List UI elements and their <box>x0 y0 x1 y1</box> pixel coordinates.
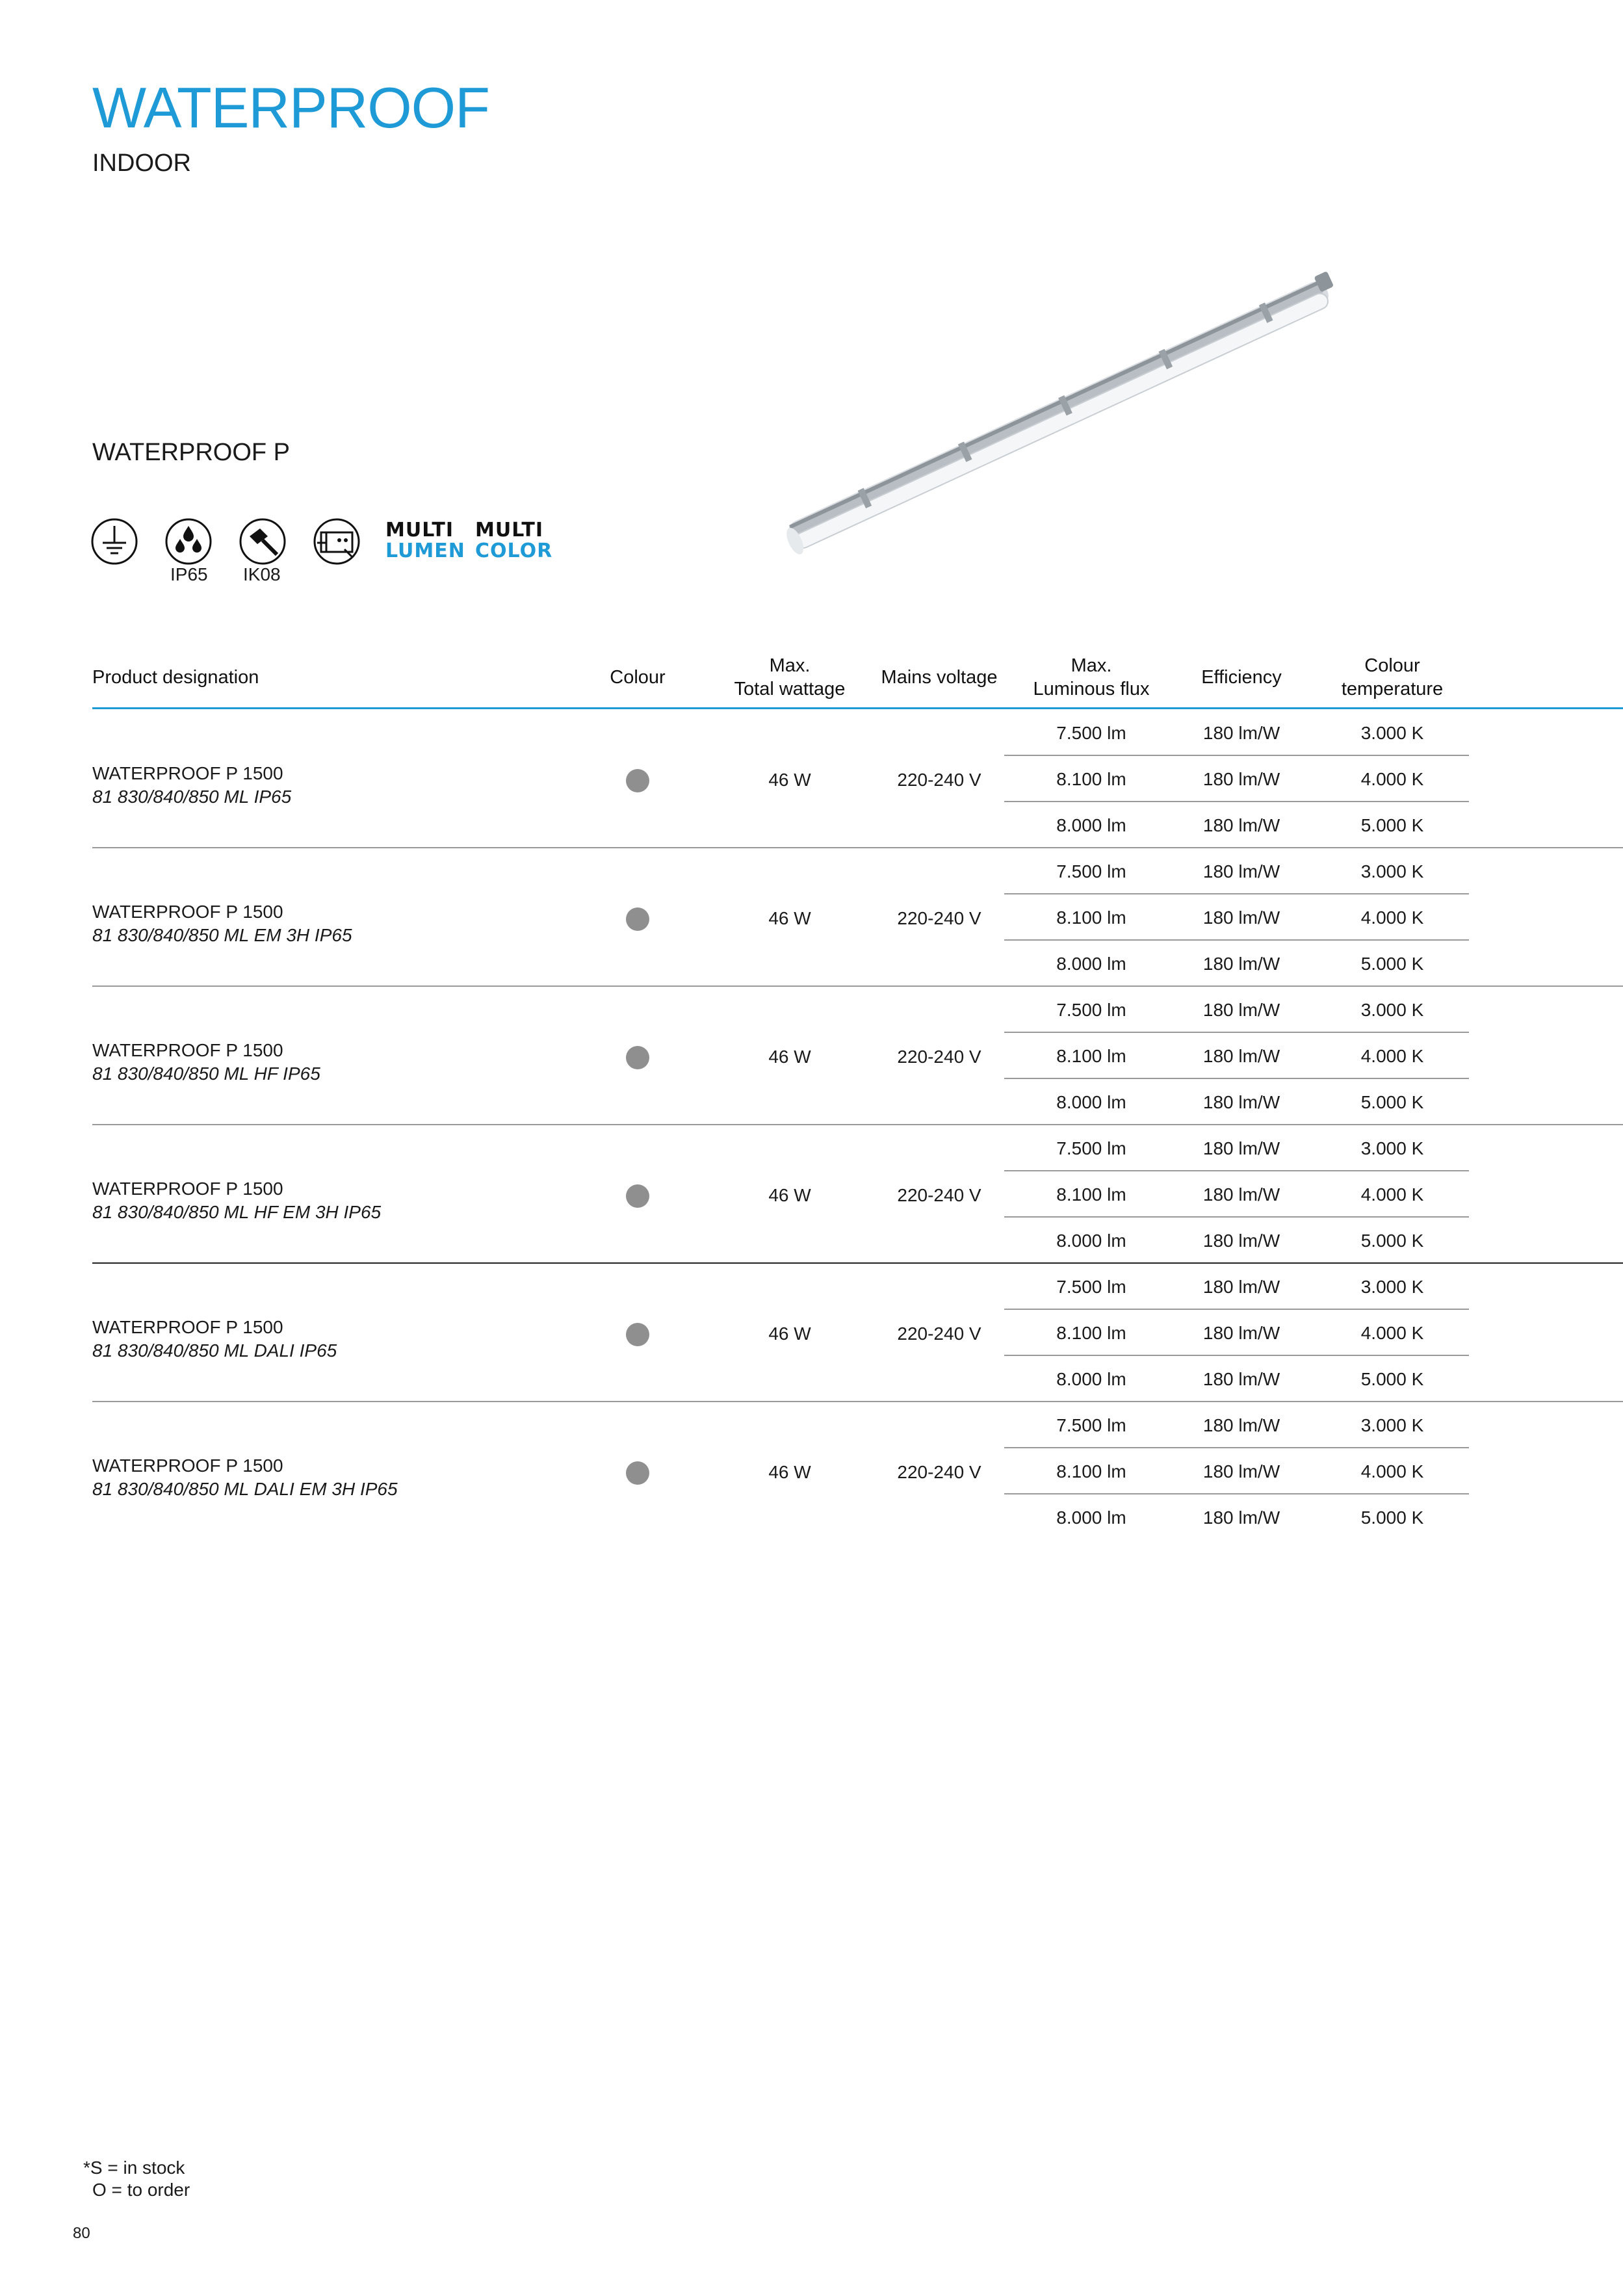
product-designation: WATERPROOF P 1500 81 830/840/850 ML EM 3H IP65 <box>92 902 352 945</box>
multi-color-badge: MULTI COLOR <box>475 519 553 562</box>
mains-voltage: 220-240 V <box>897 1462 981 1482</box>
ik-rating-label: IK08 <box>243 564 281 584</box>
mains-voltage: 220-240 V <box>897 1047 981 1067</box>
variant-row: 8.000 lm 180 lm/W 5.000 K <box>1056 1369 1424 1389</box>
header-flux: Max. Luminous flux <box>1033 655 1150 699</box>
page-number: 80 <box>73 2224 90 2242</box>
variant-row: 8.100 lm 180 lm/W 4.000 K <box>1004 894 1469 941</box>
table-row <box>0 987 1623 1125</box>
colour-swatch <box>626 1461 649 1485</box>
mains-voltage: 220-240 V <box>897 770 981 790</box>
page-subtitle: INDOOR <box>92 150 191 177</box>
table-row <box>0 848 1623 987</box>
page-title: WATERPROOF <box>92 75 489 140</box>
colour-swatch <box>626 769 649 792</box>
table-row <box>0 1125 1623 1264</box>
variant-row: 7.500 lm 180 lm/W 3.000 K <box>1004 1402 1469 1448</box>
earth-icon <box>90 517 139 566</box>
mains-voltage: 220-240 V <box>897 1185 981 1205</box>
max-wattage: 46 W <box>768 1047 811 1067</box>
variant-row: 8.100 lm 180 lm/W 4.000 K <box>1004 1171 1469 1218</box>
product-designation: WATERPROOF P 1500 81 830/840/850 ML DALI EM 3H IP65 <box>92 1455 398 1499</box>
product-designation: WATERPROOF P 1500 81 830/840/850 ML HF EM 3H IP65 <box>92 1179 382 1222</box>
variant-row: 8.000 lm 180 lm/W 5.000 K <box>1056 815 1424 835</box>
header-voltage: Mains voltage <box>881 667 998 688</box>
table-row <box>0 710 1623 848</box>
luminaire-image <box>754 260 1365 572</box>
product-designation: WATERPROOF P 1500 81 830/840/850 ML DALI IP65 <box>92 1317 337 1361</box>
product-name: WATERPROOF P <box>92 439 290 466</box>
max-wattage: 46 W <box>768 1324 811 1344</box>
max-wattage: 46 W <box>768 908 811 928</box>
multi-lumen-badge: MULTI LUMEN <box>385 519 465 562</box>
colour-swatch <box>626 1184 649 1208</box>
variant-row: 8.000 lm 180 lm/W 5.000 K <box>1056 1092 1424 1112</box>
header-colour: Colour <box>610 667 666 688</box>
ip-water-drops-icon <box>164 517 213 566</box>
variant-row: 8.000 lm 180 lm/W 5.000 K <box>1056 1507 1424 1528</box>
variant-row: 7.500 lm 180 lm/W 3.000 K <box>1004 987 1469 1033</box>
variant-row: 8.100 lm 180 lm/W 4.000 K <box>1004 1033 1469 1079</box>
variant-row: 7.500 lm 180 lm/W 3.000 K <box>1004 710 1469 756</box>
max-wattage: 46 W <box>768 770 811 790</box>
impact-hammer-icon <box>238 517 287 566</box>
table-row <box>0 1264 1623 1402</box>
product-designation: WATERPROOF P 1500 81 830/840/850 ML HF IP65 <box>92 1040 320 1084</box>
mains-voltage: 220-240 V <box>897 1324 981 1344</box>
product-designation: WATERPROOF P 1500 81 830/840/850 ML IP65 <box>92 763 292 807</box>
colour-swatch <box>626 907 649 931</box>
variant-row: 7.500 lm 180 lm/W 3.000 K <box>1004 1125 1469 1171</box>
variant-row: 8.100 lm 180 lm/W 4.000 K <box>1004 1310 1469 1356</box>
table-row <box>0 1402 1623 1541</box>
driver-box-icon <box>312 517 361 566</box>
mains-voltage: 220-240 V <box>897 908 981 928</box>
ip-rating-label: IP65 <box>170 564 208 584</box>
variant-row: 8.000 lm 180 lm/W 5.000 K <box>1056 1231 1424 1251</box>
header-divider <box>92 707 1623 709</box>
variant-row: 8.100 lm 180 lm/W 4.000 K <box>1004 756 1469 802</box>
header-wattage: Max. Total wattage <box>734 655 846 699</box>
variant-row: 7.500 lm 180 lm/W 3.000 K <box>1004 848 1469 894</box>
header-designation: Product designation <box>92 667 259 688</box>
max-wattage: 46 W <box>768 1185 811 1205</box>
max-wattage: 46 W <box>768 1462 811 1482</box>
colour-swatch <box>626 1323 649 1346</box>
colour-swatch <box>626 1046 649 1069</box>
stock-legend: *S = in stock O = to order <box>83 2158 190 2200</box>
variant-row: 8.000 lm 180 lm/W 5.000 K <box>1056 954 1424 974</box>
header-efficiency: Efficiency <box>1201 667 1282 688</box>
header-temperature: Colour temperature <box>1341 655 1444 699</box>
variant-row: 8.100 lm 180 lm/W 4.000 K <box>1004 1448 1469 1494</box>
variant-row: 7.500 lm 180 lm/W 3.000 K <box>1004 1264 1469 1310</box>
